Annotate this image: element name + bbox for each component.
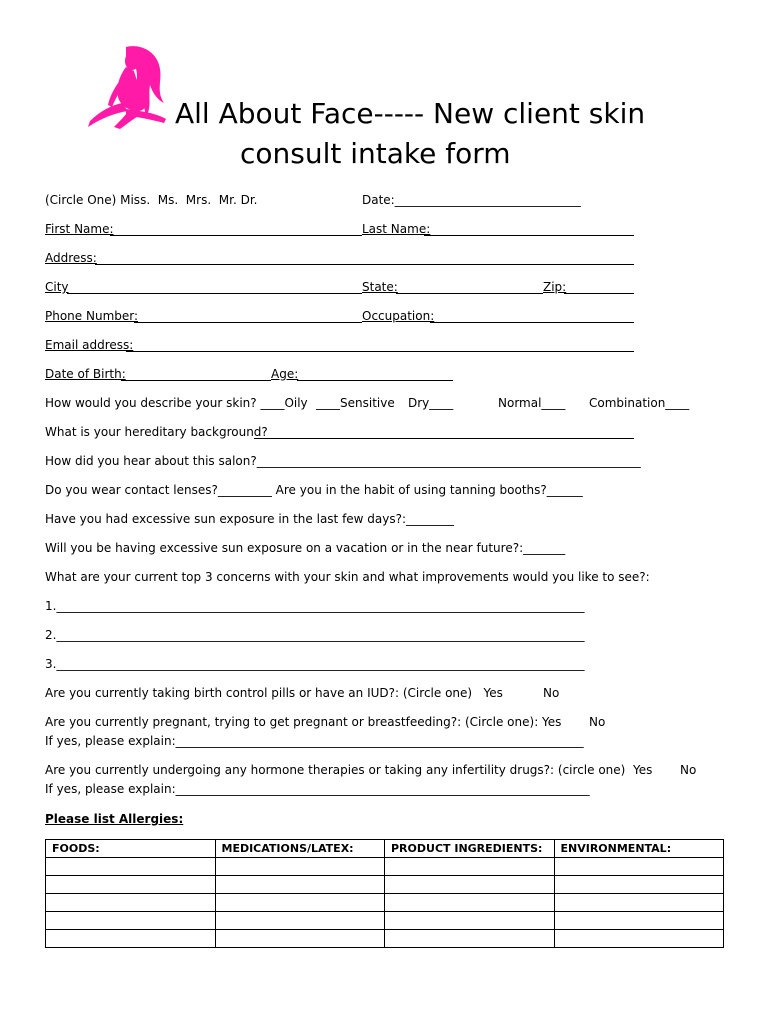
allergies-table bbox=[45, 839, 724, 948]
state-label: State: bbox=[362, 280, 398, 294]
allergy-cell[interactable] bbox=[385, 858, 555, 876]
vacation-sun-question[interactable]: Will you be having excessive sun exposure on a vacation or in the near future?:_______ bbox=[45, 541, 566, 555]
allergy-cell[interactable] bbox=[385, 912, 555, 930]
allergies-heading: Please list Allergies: bbox=[45, 812, 184, 826]
form-title-line-1: All About Face----- New client skin bbox=[175, 97, 646, 130]
allergy-cell[interactable] bbox=[554, 930, 724, 948]
allergy-cell[interactable] bbox=[46, 930, 216, 948]
occupation-label: Occupation: bbox=[362, 309, 435, 323]
allergy-cell[interactable] bbox=[385, 876, 555, 894]
pregnant-question[interactable]: Are you currently pregnant, trying to get pregnant or breastfeeding?: (Circle one): Yes bbox=[45, 715, 562, 729]
concern-3-field[interactable]: 3.________________________________________________________________________________________ bbox=[45, 657, 585, 671]
allergy-cell[interactable] bbox=[385, 894, 555, 912]
skin-type-dry[interactable]: Dry____ bbox=[408, 396, 454, 410]
age-label: Age: bbox=[271, 367, 299, 381]
birth-control-no[interactable]: No bbox=[543, 686, 560, 700]
age-field[interactable] bbox=[297, 380, 453, 381]
address-label: Address: bbox=[45, 251, 97, 265]
allergy-cell[interactable] bbox=[215, 876, 385, 894]
allergy-cell[interactable] bbox=[215, 930, 385, 948]
state-field[interactable] bbox=[396, 293, 543, 294]
phone-field[interactable] bbox=[134, 322, 362, 323]
table-row bbox=[46, 894, 724, 912]
city-label: City bbox=[45, 280, 69, 294]
pregnant-no[interactable]: No bbox=[589, 715, 606, 729]
contacts-tanning-question[interactable]: Do you wear contact lenses?_________ Are you in the habit of using tanning booths?______ bbox=[45, 483, 583, 497]
concern-2-field[interactable]: 2.________________________________________________________________________________________ bbox=[45, 628, 585, 642]
allergy-cell[interactable] bbox=[215, 912, 385, 930]
hormone-explain-field[interactable]: If yes, please explain:_____________________________________________________________________ bbox=[45, 782, 590, 796]
allergy-cell[interactable] bbox=[215, 894, 385, 912]
table-row bbox=[46, 858, 724, 876]
allergy-cell[interactable] bbox=[46, 894, 216, 912]
table-row bbox=[46, 930, 724, 948]
hormone-no[interactable]: No bbox=[680, 763, 697, 777]
woman-silhouette-logo bbox=[86, 45, 174, 131]
form-title-line-2: consult intake form bbox=[240, 137, 511, 170]
date-field[interactable]: Date:_______________________________ bbox=[362, 193, 581, 207]
allergy-column-header: PRODUCT INGREDIENTS: bbox=[385, 840, 555, 858]
last-name-label: Last Name: bbox=[362, 222, 431, 236]
dob-field[interactable] bbox=[121, 380, 271, 381]
zip-label: Zip: bbox=[543, 280, 567, 294]
first-name-label: First Name: bbox=[45, 222, 114, 236]
skin-type-sensitive[interactable]: ____Sensitive bbox=[316, 396, 395, 410]
dob-label: Date of Birth: bbox=[45, 367, 126, 381]
allergy-cell[interactable] bbox=[46, 858, 216, 876]
first-name-field[interactable] bbox=[110, 235, 362, 236]
birth-control-question[interactable]: Are you currently taking birth control pills or have an IUD?: (Circle one) Yes bbox=[45, 686, 503, 700]
address-field[interactable] bbox=[95, 264, 634, 265]
zip-field[interactable] bbox=[564, 293, 634, 294]
last-name-field[interactable] bbox=[424, 235, 634, 236]
allergy-cell[interactable] bbox=[554, 876, 724, 894]
skin-type-normal[interactable]: Normal____ bbox=[498, 396, 566, 410]
hormone-question[interactable]: Are you currently undergoing any hormone therapies or taking any infertility drugs?: (circle one) Yes bbox=[45, 763, 653, 777]
allergy-column-header: ENVIRONMENTAL: bbox=[554, 840, 724, 858]
heard-about-question[interactable]: How did you hear about this salon?________________________________________________________________ bbox=[45, 454, 641, 468]
allergy-cell[interactable] bbox=[46, 876, 216, 894]
table-row bbox=[46, 912, 724, 930]
phone-label: Phone Number: bbox=[45, 309, 139, 323]
pregnant-explain-field[interactable]: If yes, please explain:____________________________________________________________________ bbox=[45, 734, 584, 748]
concern-1-field[interactable]: 1.________________________________________________________________________________________ bbox=[45, 599, 585, 613]
hereditary-field[interactable] bbox=[254, 438, 634, 439]
skin-type-question: How would you describe your skin? ____Oily bbox=[45, 396, 308, 410]
hereditary-question: What is your hereditary background? bbox=[45, 425, 268, 439]
email-field[interactable] bbox=[126, 351, 634, 352]
allergy-column-header: FOODS: bbox=[46, 840, 216, 858]
allergy-cell[interactable] bbox=[554, 858, 724, 876]
email-label: Email address: bbox=[45, 338, 134, 352]
occupation-field[interactable] bbox=[430, 322, 634, 323]
skin-type-combination[interactable]: Combination____ bbox=[589, 396, 690, 410]
allergy-cell[interactable] bbox=[385, 930, 555, 948]
concerns-question: What are your current top 3 concerns with your skin and what improvements would you like to see?: bbox=[45, 570, 650, 584]
allergy-cell[interactable] bbox=[46, 912, 216, 930]
allergy-column-header: MEDICATIONS/LATEX: bbox=[215, 840, 385, 858]
city-field[interactable] bbox=[67, 293, 362, 294]
allergy-cell[interactable] bbox=[554, 894, 724, 912]
allergy-cell[interactable] bbox=[554, 912, 724, 930]
salutation-label: (Circle One) Miss. Ms. Mrs. Mr. Dr. bbox=[45, 193, 258, 207]
sun-exposure-question[interactable]: Have you had excessive sun exposure in the last few days?:________ bbox=[45, 512, 455, 526]
allergy-cell[interactable] bbox=[215, 858, 385, 876]
table-row bbox=[46, 876, 724, 894]
